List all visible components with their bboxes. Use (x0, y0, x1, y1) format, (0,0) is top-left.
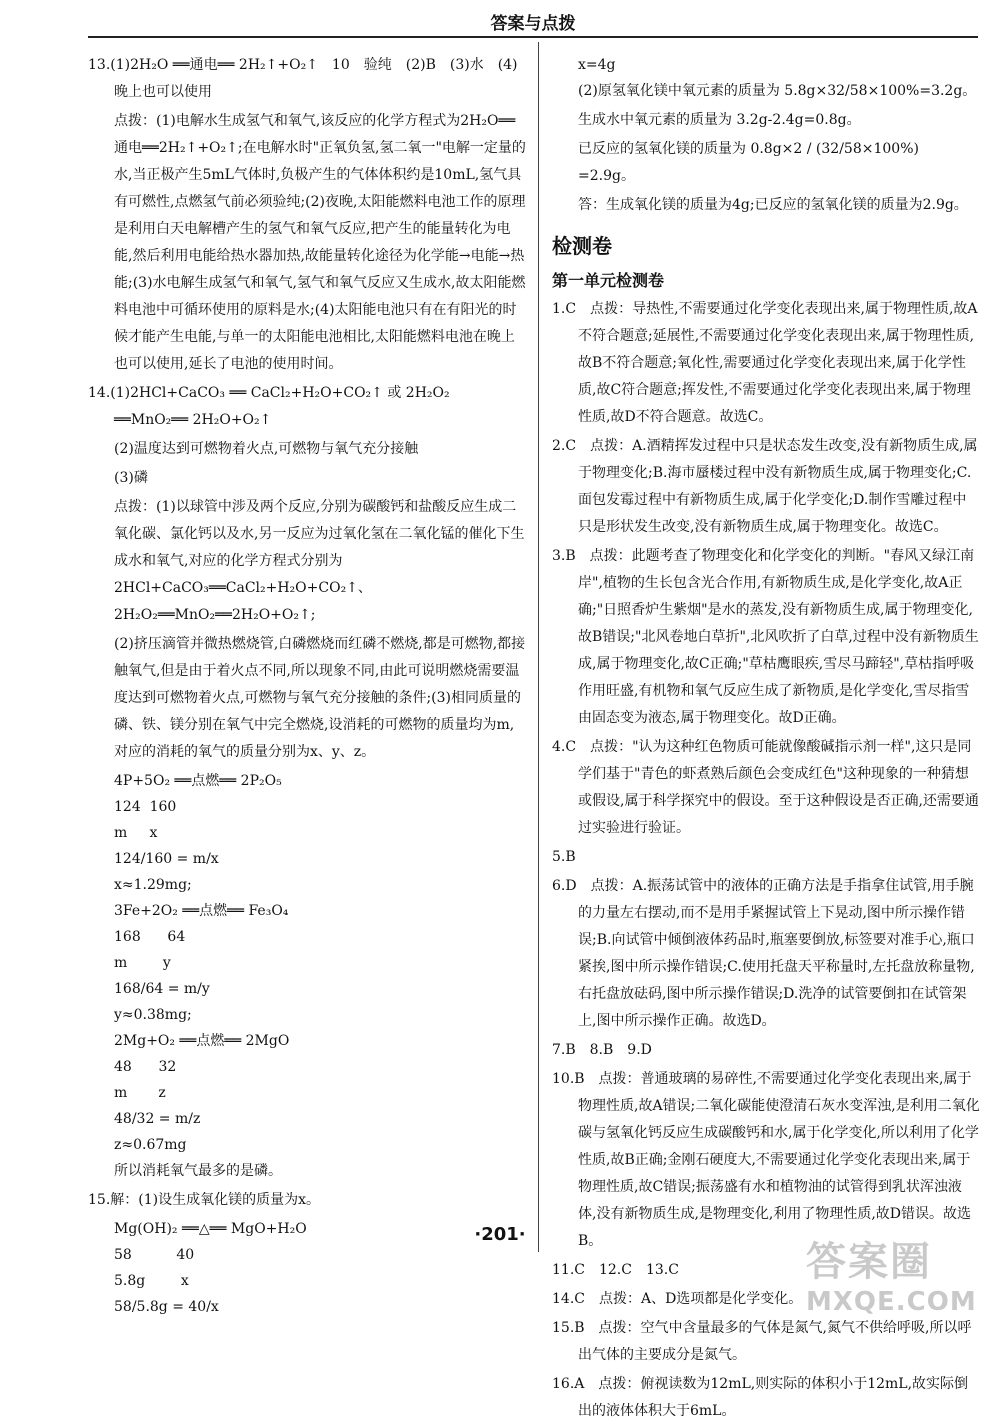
answer-item: 4.C 点拨："认为这种红色物质可能就像酸碱指示剂一样",这只是同学们基于"青色的虾煮熟后颜色会变成红色"这种现象的一种猜想或假设,属于科学探究中的假设。至于这种假设是否正确,还需要通过实验进行验证。 (552, 739, 979, 836)
calc-line: 4P+5O₂ ══点燃══ 2P₂O₅ (114, 773, 282, 789)
calc-line: 168 64 (114, 929, 186, 945)
calc-line: 48 32 (114, 1059, 177, 1075)
answer-item: 15.B 点拨：空气中含量最多的气体是氮气,氮气不供给呼吸,所以呼出气体的主要成分是氮气。 (552, 1320, 972, 1363)
q15-calc-line: 58/5.8g = 40/x (114, 1299, 219, 1315)
q13-answer: 13.(1)2H₂O ══通电══ 2H₂↑+O₂↑ 10 验纯 (2)B (3)水 (4)晚上也可以使用 (88, 57, 518, 100)
calc-line: 48/32 = m/z (114, 1111, 201, 1127)
answer-item: 16.A 点拨：俯视读数为12mL,则实际的体积小于12mL,故实际倒出的液体体积大于6mL。 (552, 1376, 969, 1419)
answer-item: 14.C 点拨：A、D选项都是化学变化。 (552, 1291, 803, 1307)
q14-tip-2: (2)挤压滴管并微热燃烧管,白磷燃烧而红磷不燃烧,都是可燃物,都接触氧气,但是由于着火点不同,所以现象不同,由此可说明燃烧需要温度达到可燃物着火点,可燃物与氧气充分接触的条件;(3)相同质量的磷、铁、镁分别在氧气中完全燃烧,设消耗的可燃物的质量均为m,对应的消耗的氧气的质量分别为x、y、z。 (114, 636, 526, 760)
answer-item: 5.B (552, 849, 576, 865)
q15-cont-line: 已反应的氢氧化镁的质量为 0.8g×2 / (32/58×100%) =2.9g。 (578, 141, 919, 184)
calc-line: m z (114, 1085, 166, 1101)
watermark (806, 1230, 977, 1317)
calc-block (88, 768, 528, 1158)
answer-item: 6.D 点拨：A.振荡试管中的液体的正确方法是手指拿住试管,用手腕的力量左右摆动,而不是用手紧握试管上下晃动,图中所示操作错误;B.向试管中倾倒液体药品时,瓶塞要倒放,标签要对准手心,瓶口紧挨,图中所示操作错误;C.使用托盘天平称量时,左托盘放称量物,右托盘放砝码,图中所示操作错误;D.洗净的试管要倒扣在试管架上,图中所示操作正确。故选D。 (552, 878, 975, 1029)
answer-item: 1.C 点拨：导热性,不需要通过化学变化表现出来,属于物理性质,故A不符合题意;延展性,不需要通过化学变化表现出来,属于物理性质,故B不符合题意;氧化性,需要通过化学变化表现出来,属于化学性质,故C符合题意;挥发性,不需要通过化学变化表现出来,属于物理性质,故D不符合题意。故选C。 (552, 301, 978, 425)
q15-cont-line: x=4g (578, 57, 616, 73)
calc-line: m x (114, 825, 158, 841)
q14-answer-1: 14.(1)2HCl+CaCO₃ ══ CaCl₂+H₂O+CO₂↑ 或 2H₂O₂ ══MnO₂══ 2H₂O+O₂↑ (88, 385, 450, 428)
q13-tip: 点拨：(1)电解水生成氢气和氧气,该反应的化学方程式为2H₂O══通电══2H₂↑+O₂↑;在电解水时"正氧负氢,氢二氧一"电解一定量的水,当正极产生5mL气体时,负极产生的气体体积约是10mL,氢气具有可燃性,点燃氢气前必须验纯;(2)夜晚,太阳能燃料电池工作的原理是利用白天电解槽产生的氢气和氧气反应,把产生的能量转化为电能,然后利用电能给热水器加热,故能量转化途径为化学能→电能→热能;(3)水电解生成氢气和氧气,氢气和氧气反应又生成水,故太阳能燃料电池中可循环使用的原料是水;(4)太阳能电池只有在有阳光的时候才能产生电能,与单一的太阳能电池相比,太阳能燃料电池在晚上也可以使用,延长了电池的使用时间。 (114, 113, 526, 372)
q15-cont-line: (2)原氢氧化镁中氧元素的质量为 5.8g×32/58×100%=3.2g。 (578, 83, 977, 99)
column-divider (538, 42, 539, 1252)
q15-cont-line: 生成水中氧元素的质量为 3.2g-2.4g=0.8g。 (578, 112, 861, 128)
calc-line: m y (114, 955, 171, 971)
page-number: ·201· (474, 1224, 526, 1245)
page-header: 答案与点拨 (88, 12, 978, 38)
q15-calc-line: 5.8g x (114, 1273, 189, 1289)
left-column (88, 52, 528, 1320)
q14-answer-3: (3)磷 (114, 470, 148, 486)
answer-item: 10.B 点拨：普通玻璃的易碎性,不需要通过化学变化表现出来,属于物理性质,故A错误;二氧化碳能使澄清石灰水变浑浊,是利用二氧化碳与氢氧化钙反应生成碳酸钙和水,属于化学变化,所以利用了化学性质,故B正确;金刚石硬度大,不需要通过化学变化表现出来,属于物理性质,故C错误;振荡盛有水和植物油的试管得到乳状浑浊液体,没有新物质生成,是物理变化,利用了物理性质,故D错误。故选B。 (552, 1071, 980, 1249)
calc-line: y≈0.38mg; (114, 1007, 192, 1023)
q15-answer: 答：生成氧化镁的质量为4g;已反应的氢氧化镁的质量为2.9g。 (578, 197, 968, 213)
q15-calc-line: 58 40 (114, 1247, 195, 1263)
calc-line: 124 160 (114, 799, 177, 815)
calc-line: 3Fe+2O₂ ══点燃══ Fe₃O₄ (114, 903, 289, 919)
answer-item: 11.C 12.C 13.C (552, 1262, 679, 1278)
q15-heading: 15.解：(1)设生成氧化镁的质量为x。 (88, 1192, 320, 1208)
q14-conclusion: 所以消耗氧气最多的是磷。 (114, 1163, 282, 1179)
watermark-top: 答案圈 (806, 1239, 932, 1285)
subsection-title: 第一单元检测卷 (552, 271, 665, 290)
q14-answer-2: (2)温度达到可燃物着火点,可燃物与氧气充分接触 (114, 441, 419, 457)
watermark-bottom: MXQE.COM (806, 1287, 977, 1317)
calc-line: x≈1.29mg; (114, 877, 192, 893)
answer-item: 2.C 点拨：A.酒精挥发过程中只是状态发生改变,没有新物质生成,属于物理变化;B.海市蜃楼过程中没有新物质生成,属于物理变化;C.面包发霉过程中有新物质生成,属于化学变化;D.制作雪雕过程中只是形状发生改变,没有新物质生成,属于物理变化。故选C。 (552, 438, 978, 535)
answer-item: 7.B 8.B 9.D (552, 1042, 652, 1058)
q14-tip-1: 点拨：(1)以球管中涉及两个反应,分别为碳酸钙和盐酸反应生成二氧化碳、氯化钙以及水,另一反应为过氧化氢在二氧化锰的催化下生成水和氧气,对应的化学方程式分别为 2HCl+CaCO₃══CaCl₂+H₂O+CO₂↑、2H₂O₂══MnO₂══2H₂O+O₂↑; (114, 499, 525, 623)
answer-item: 3.B 点拨：此题考查了物理变化和化学变化的判断。"春风又绿江南岸",植物的生长包含光合作用,有新物质生成,是化学变化,故A正确;"日照香炉生紫烟"是水的蒸发,没有新物质生成,属于物理变化,故B错误;"北风卷地白草折",北风吹折了白草,过程中没有新物质生成,属于物理变化,故C正确;"草枯鹰眼疾,雪尽马蹄轻",草枯指呼吸作用旺盛,有机物和氧气反应生成了新物质,是化学变化,雪尽指雪由固态变为液态,属于物理变化。故D正确。 (552, 548, 979, 726)
section-title: 检测卷 (552, 234, 612, 258)
q15-calc-line: Mg(OH)₂ ══△══ MgO+H₂O (114, 1221, 307, 1237)
calc-line: 124/160 = m/x (114, 851, 219, 867)
calc-line: 168/64 = m/y (114, 981, 210, 997)
calc-line: 2Mg+O₂ ══点燃══ 2MgO (114, 1033, 290, 1049)
calc-line: z≈0.67mg (114, 1137, 187, 1153)
right-column (552, 52, 980, 1427)
